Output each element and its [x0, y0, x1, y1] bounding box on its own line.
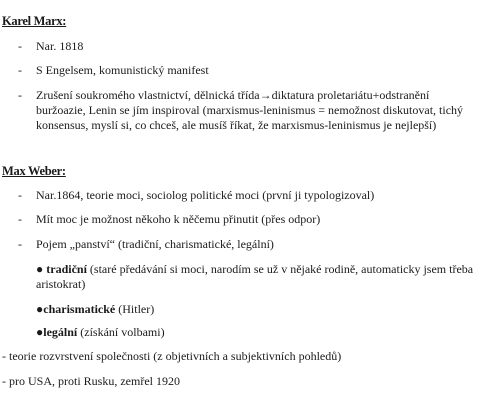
bullet-dot: ●: [36, 302, 44, 316]
bullet-dot: ●: [36, 325, 44, 339]
authority-type-traditional: [36, 262, 476, 292]
list-dash: -: [18, 188, 22, 202]
authority-term: charismatické: [43, 302, 116, 316]
authority-type-legal: [36, 325, 476, 340]
authority-desc: (staré předávání si moci, narodím se už v nějaké rodině, automaticky jsem třeba aristokrat): [36, 262, 474, 291]
weber-heading: Max Weber:: [2, 164, 66, 178]
list-item-text: Zrušení soukromého vlastnictví, dělnická třída→diktatura proletariátu+odstranění buržoazie, Lenin se jím inspiroval (marxismus-leninismus = nemožnost diskutovat, tichý konsensus, myslí si, co chceš, ale musíš říkat, že marxismus-leninismus je nejlepší): [36, 88, 464, 132]
note-line: - teorie rozvrstvení společnosti (z objetivních a subjektivních pohledů): [2, 349, 342, 363]
authority-desc: (získání volbami): [77, 325, 165, 339]
note-line: - pro USA, proti Rusku, zemřel 1920: [2, 374, 180, 388]
list-dash: -: [18, 212, 22, 226]
list-dash: -: [18, 39, 22, 53]
authority-type-charismatic: [36, 302, 476, 317]
bullet-dot: ●: [36, 262, 47, 276]
list-dash: -: [18, 88, 22, 102]
list-item-text: Nar.1864, teorie moci, sociolog politické moci (první ji typologizoval): [36, 188, 375, 202]
authority-term: legální: [43, 325, 78, 339]
authority-desc: (Hitler): [115, 302, 155, 316]
list-item-text: Nar. 1818: [36, 39, 84, 53]
list-item-text: Mít moc je možnost někoho k něčemu přinutit (přes odpor): [36, 212, 321, 226]
list-item-text: Pojem „panství“ (tradiční, charismatické, legální): [36, 237, 274, 251]
list-item-text: S Engelsem, komunistický manifest: [36, 63, 209, 77]
authority-term: tradiční: [46, 262, 87, 276]
list-dash: -: [18, 237, 22, 251]
marx-heading: Karel Marx:: [2, 14, 67, 28]
list-dash: -: [18, 63, 22, 77]
